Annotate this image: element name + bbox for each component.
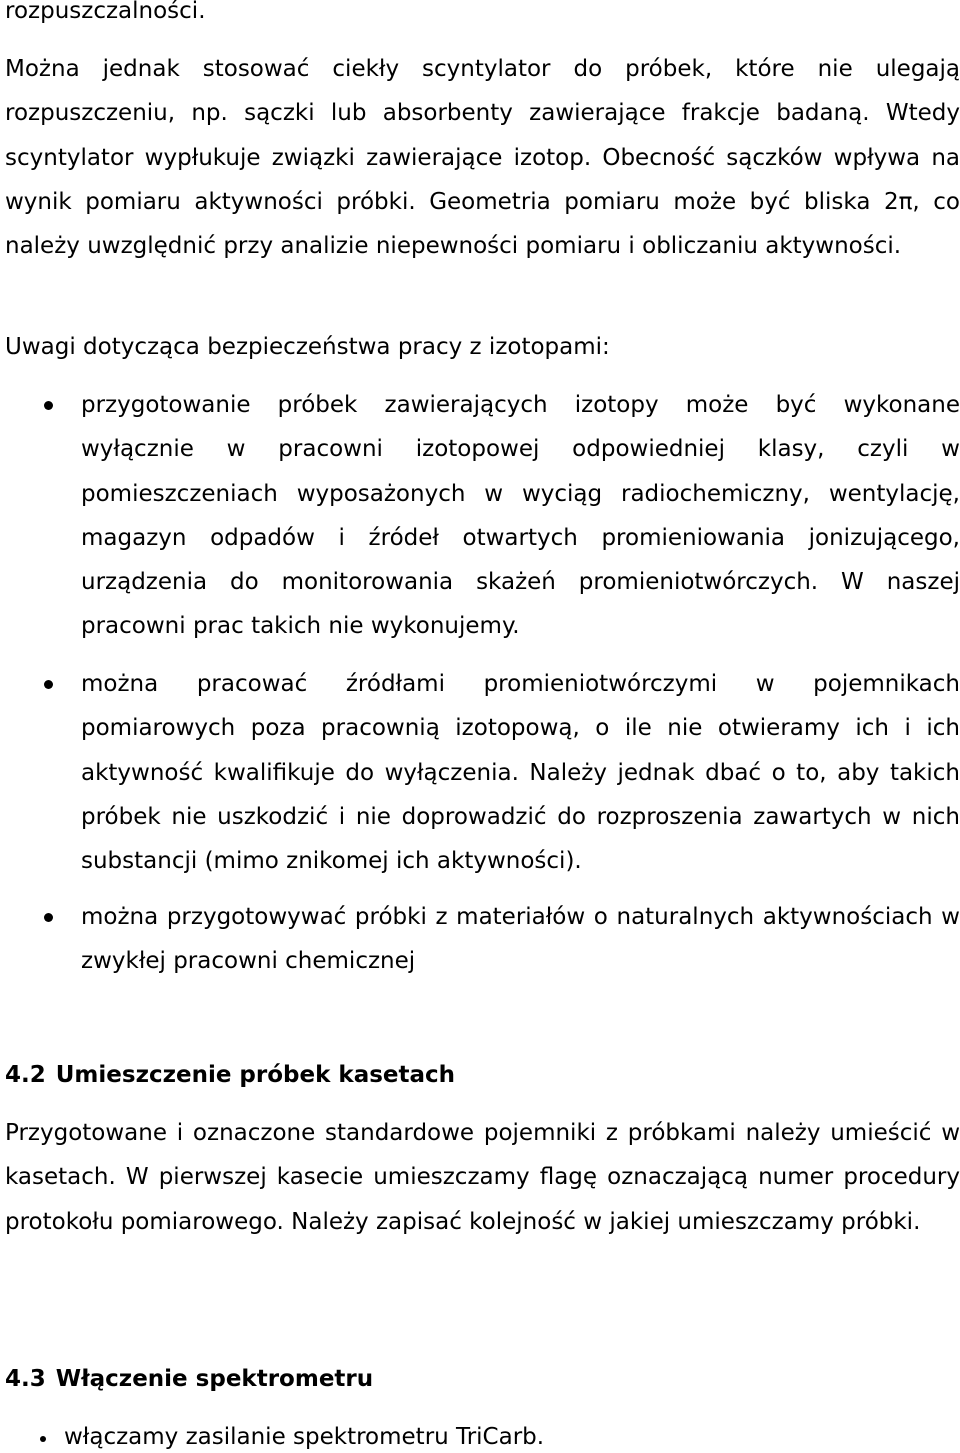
safety-intro: Uwagi dotycząca bezpieczeństwa pracy z izotopami:: [5, 334, 610, 360]
list-item-text: przygotowanie próbek zawierających izotopy może być wykonane wyłącznie w pracowni izotopowej odpowiedniej klasy, czyli w pomieszczeniach wyposażonych w wyciąg radiochemiczny, wentylację, magazyn odpadów i źródeł otwartych promieniowania jonizującego, urządzenia do monitorowania skażeń promieniotwórczych. W naszej pracowni prac takich nie wykonujemy.: [81, 392, 960, 640]
section-number: 4.2: [5, 1062, 46, 1088]
section-4-2-body: Przygotowane i oznaczone standardowe pojemniki z próbkami należy umieścić w kasetach. W pierwszej kasecie umieszczamy flagę oznaczającą numer procedury protokołu pomiarowego. Należy zapisać kolejność w jakiej umieszczamy próbki.: [5, 1120, 960, 1235]
top-fragment: rozpuszczalności.: [5, 0, 206, 24]
bullet-icon: [44, 680, 53, 689]
bullet-icon: [44, 401, 53, 410]
list-item-text: włączamy zasilanie spektrometru TriCarb.: [64, 1424, 545, 1450]
bullet-icon: [44, 913, 53, 922]
section-title: Umieszczenie próbek kasetach: [55, 1062, 456, 1088]
list-item-text: można przygotowywać próbki z materiałów o naturalnych aktywnościach w zwykłej pracowni chemicznej: [81, 904, 960, 975]
section-heading-4-3: [5, 1366, 373, 1392]
paragraph-liquid-scintillator: Można jednak stosować ciekły scyntylator do próbek, które nie ulegają rozpuszczeniu, np. sączki lub absorbenty zawierające frakcje badaną. Wtedy scyntylator wypłukuje związki zawierające izotop. Obecność sączków wpływa na wynik pomiaru aktywności próbki. Geometria pomiaru może być bliska 2π, co należy uwzględnić przy analizie niepewności pomiaru i obliczaniu aktywności.: [5, 56, 960, 260]
section-title: Włączenie spektrometru: [55, 1366, 374, 1392]
section-heading-4-2: [5, 1062, 455, 1088]
bullet-icon: [40, 1436, 46, 1442]
section-number: 4.3: [5, 1366, 46, 1392]
list-item-text: można pracować źródłami promieniotwórczymi w pojemnikach pomiarowych poza pracownią izotopową, o ile nie otwieramy ich i ich aktywność kwalifikuje do wyłączenia. Należy jednak dbać o to, aby takich próbek nie uszkodzić i nie doprowadzić do rozproszenia zawartych w nich substancji (mimo znikomej ich aktywności).: [81, 671, 960, 875]
